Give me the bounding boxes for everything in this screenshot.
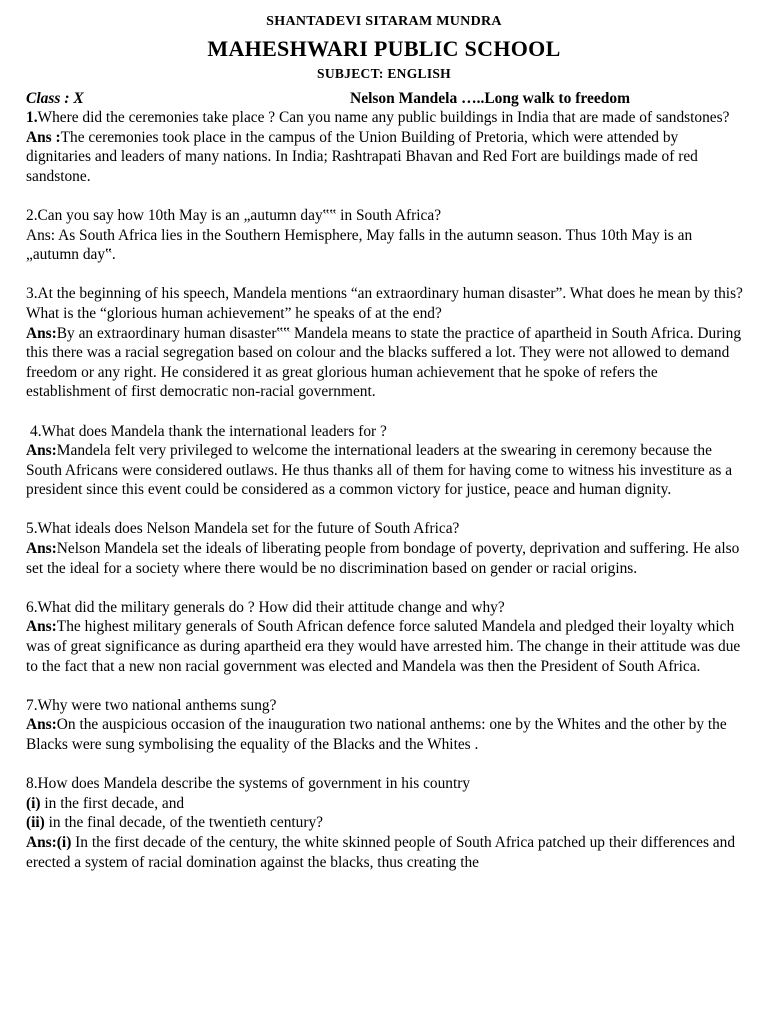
question-text: At the beginning of his speech, Mandela mentions “an extraordinary human disaster”. What does he mean by this? What is the “glorious human achievement” he speaks of at the end?	[26, 285, 743, 322]
question-answer-list	[26, 108, 746, 892]
question-text: How does Mandela describe the systems of government in his country	[37, 775, 471, 793]
sub-question-text: in the final decade, of the twentieth century?	[44, 814, 324, 832]
answer-sub-label: (i)	[56, 833, 72, 851]
sub-question-text: in the first decade, and	[40, 794, 185, 812]
trust-name: SHANTADEVI SITARAM MUNDRA	[266, 14, 502, 29]
school-name: MAHESHWARI PUBLIC SCHOOL	[207, 36, 561, 61]
question-text: Where did the ceremonies take place ? Can you name any public buildings in India that are made of sandstones?	[37, 109, 730, 126]
answer	[26, 715, 746, 754]
answer-text: The ceremonies took place in the campus of the Union Building of Pretoria, which were attended by dignitaries and leaders of many nations. In India; Rashtrapati Bhavan and Red Fort are buildings made of red sandstone.	[26, 128, 698, 185]
class-label: Class : X	[26, 90, 84, 107]
chapter-title: Nelson Mandela …..Long walk to freedom	[350, 90, 631, 107]
answer-text: As South Africa lies in the Southern Hemisphere, May falls in the autumn season. Thus 10th May is an „autumn day‟.	[26, 226, 693, 264]
answer-text: Mandela felt very privileged to welcome the international leaders at the swearing in ceremony because the South Africans were considered outlaws. He thus thanks all of them for having come to witness his investiture as a president since this event could be considered as a common victory for justice, peace and human dignity.	[26, 442, 733, 499]
qa-item-1	[26, 108, 746, 186]
answer-label: Ans:	[26, 716, 57, 734]
question-number: 2.	[26, 206, 38, 224]
answer-label: Ans:	[26, 540, 57, 558]
answer-text: By an extraordinary human disaster‟‟ Mandela means to state the practice of apartheid in South Africa. During this there was a racial segregation based on colour and the blacks suffered a lot. They were not allowed to demand freedom or any right. He considered it as great glorious human achievement that he spoke of refers the establishment of first democratic non-racial government.	[26, 324, 742, 401]
sub-question-label: (ii)	[26, 814, 45, 832]
sub-question-label: (i)	[26, 794, 41, 812]
question-text: What does Mandela thank the international leaders for ?	[41, 422, 387, 440]
question-text: What ideals does Nelson Mandela set for the future of South Africa?	[37, 520, 460, 538]
answer	[26, 226, 746, 265]
class-chapter-line	[26, 90, 746, 110]
qa-item-6	[26, 598, 746, 676]
question-number: 8.	[26, 775, 38, 793]
question-number: 5.	[26, 520, 38, 538]
qa-item-4	[26, 422, 746, 500]
question	[26, 696, 746, 716]
qa-item-7	[26, 696, 746, 755]
question	[26, 284, 746, 323]
question-number: 4.	[30, 422, 42, 440]
answer-text: Nelson Mandela set the ideals of liberating people from bondage of poverty, deprivation and suffering. He also set the ideal for a society where there would be no discrimination based on gender or racial origins.	[26, 540, 740, 577]
question-number: 3.	[26, 285, 38, 303]
answer-text: On the auspicious occasion of the inauguration two national anthems: one by the Whites and the other by the Blacks were sung symbolising the equality of the Blacks and the Whites .	[26, 716, 727, 753]
qa-item-8	[26, 774, 746, 872]
qa-item-3	[26, 284, 746, 402]
question	[26, 422, 746, 442]
question	[26, 774, 746, 794]
sub-question-1	[26, 794, 746, 814]
answer-label: Ans:	[26, 833, 57, 851]
question	[26, 108, 746, 128]
question	[26, 598, 746, 618]
answer-label: Ans:	[26, 442, 57, 460]
answer-label: Ans:	[26, 226, 56, 244]
answer	[26, 539, 746, 578]
answer-text: The highest military generals of South African defence force saluted Mandela and pledged their loyalty which was of great significance as during apartheid era they would have arrested him. The change in their attitude was due to the fact that a new non racial government was elected and Mandela was then the President of South Africa.	[26, 618, 741, 675]
question-number: 6.	[26, 598, 38, 616]
question-number: 7.	[26, 696, 38, 714]
answer	[26, 324, 746, 402]
subject-line: SUBJECT: ENGLISH	[317, 66, 451, 81]
answer-label: Ans:	[26, 618, 57, 636]
answer	[26, 833, 746, 872]
qa-item-5	[26, 519, 746, 578]
answer-label: Ans :	[26, 128, 61, 146]
qa-item-2	[26, 206, 746, 265]
question-text: Can you say how 10th May is an „autumn day‟‟ in South Africa?	[37, 206, 442, 224]
question	[26, 519, 746, 539]
question-text: What did the military generals do ? How did their attitude change and why?	[37, 598, 505, 616]
answer	[26, 441, 746, 500]
sub-question-2	[26, 813, 746, 833]
answer	[26, 128, 746, 187]
answer-text: In the first decade of the century, the white skinned people of South Africa patched up their differences and erected a system of racial domination against the blacks, thus creating the	[26, 833, 736, 871]
question-number: 1.	[26, 109, 38, 126]
answer-label: Ans:	[26, 324, 57, 342]
answer	[26, 617, 746, 676]
question	[26, 206, 746, 226]
question-text: Why were two national anthems sung?	[37, 696, 277, 714]
